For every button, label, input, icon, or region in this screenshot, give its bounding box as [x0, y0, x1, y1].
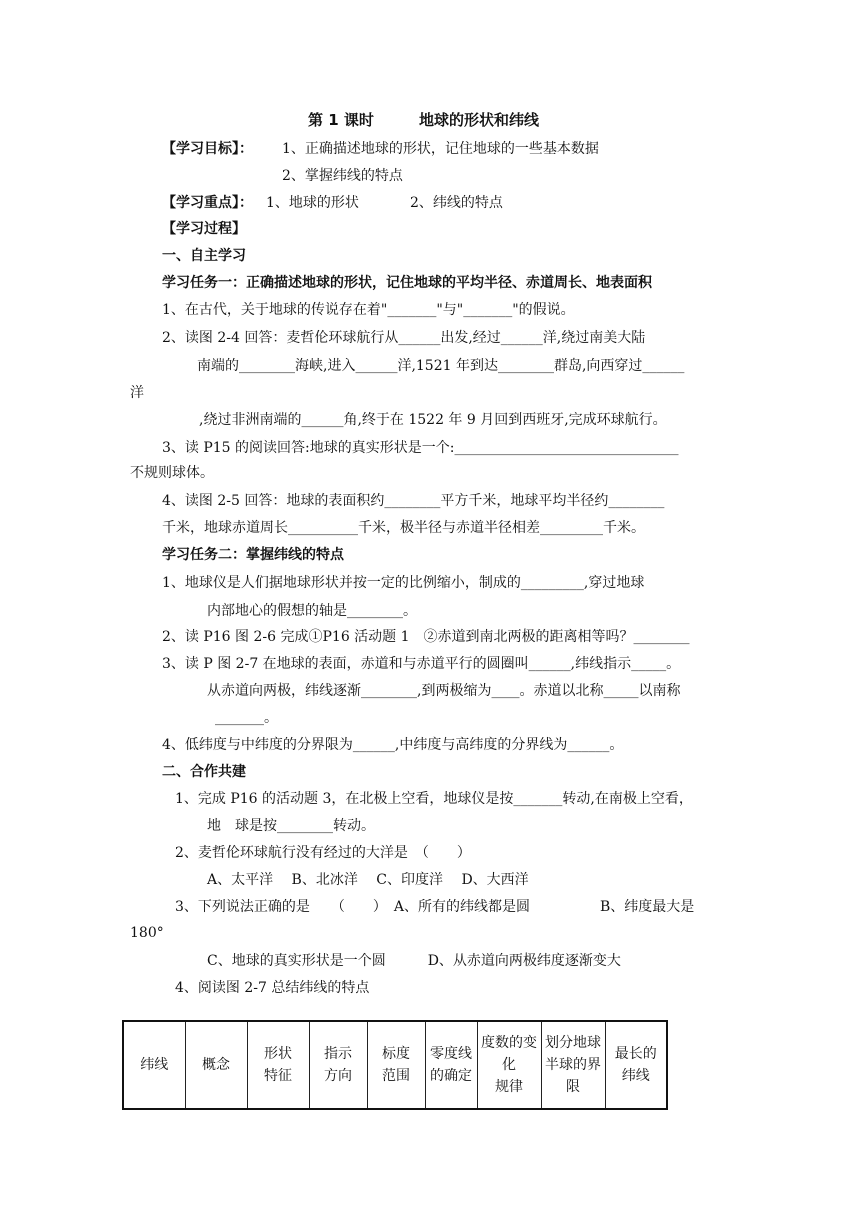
focus-item-2: 2、纬线的特点 — [410, 195, 503, 211]
section2-heading: 二、合作共建 — [162, 764, 246, 780]
table-header-cell: 概念 — [185, 1021, 247, 1109]
goal-item-2: 2、掌握纬线的特点 — [282, 168, 403, 184]
table-header-cell: 零度线 的确定 — [425, 1021, 477, 1109]
task2-question-4: 4、低纬度与中纬度的分界限为______,中纬度与高纬度的分界线为______。 — [162, 737, 624, 753]
table-header-cell: 最长的 纬线 — [605, 1021, 667, 1109]
latitude-summary-table — [122, 1020, 668, 1110]
task1-question-2-line4: ,绕过非洲南端的______角,终于在 1522 年 9 月回到西班牙,完成环球航行。 — [199, 412, 667, 428]
goals-label: 【学习目标】： — [162, 141, 253, 157]
coop-question-3-line3: C、地球的真实形状是一个圆 D、从赤道向两极纬度逐渐变大 — [207, 953, 621, 969]
section1-heading: 一、自主学习 — [162, 248, 246, 264]
task2-question-3-line3: _______。 — [215, 710, 278, 726]
task2-question-1-line2: 内部地心的假想的轴是________。 — [207, 603, 417, 619]
lesson-number: 第 1 课时 — [308, 111, 374, 129]
task2-question-2: 2、读 P16 图 2-6 完成①P16 活动题 1 ②赤道到南北两极的距离相等吗？________ — [162, 629, 690, 645]
focus-item-1: 1、地球的形状 — [266, 195, 359, 211]
coop-question-3-line2: 180° — [130, 925, 164, 941]
table-header-cell: 划分地球 半球的界 限 — [541, 1021, 605, 1109]
task1-question-4-line1: 4、读图 2-5 回答：地球的表面积约________平方千米，地球平均半径约________ — [162, 493, 665, 509]
process-label: 【学习过程】 — [162, 221, 246, 237]
goal-item-1: 1、正确描述地球的形状，记住地球的一些基本数据 — [282, 141, 599, 157]
coop-question-1-line2: 地 球是按________转动。 — [207, 818, 375, 834]
task1-question-1: 1、在古代，关于地球的传说存在着"_______"与"_______"的假说。 — [162, 302, 575, 318]
task2-question-3-line1: 3、读 P 图 2-7 在地球的表面，赤道和与赤道平行的圆圈叫______,纬线指示_____。 — [162, 656, 681, 672]
focus-label: 【学习重点】： — [162, 195, 253, 211]
coop-question-2: 2、麦哲伦环球航行没有经过的大洋是 （ ） — [175, 845, 471, 861]
table-header-cell: 纬线 — [123, 1021, 185, 1109]
task2-question-3-line2: 从赤道向两极，纬线逐渐________,到两极缩为____。赤道以北称_____以南称 — [207, 683, 681, 699]
task2-question-1-line1: 1、地球仪是人们据地球形状并按一定的比例缩小，制成的_________,穿过地球 — [162, 575, 645, 591]
task1-question-3-line2: 不规则球体。 — [130, 465, 214, 481]
task2-heading: 学习任务二：掌握纬线的特点 — [162, 547, 344, 563]
table-header-cell: 度数的变 化 规律 — [477, 1021, 541, 1109]
coop-question-1-line1: 1、完成 P16 的活动题 3，在北极上空看，地球仪是按_______转动,在南极上空看， — [175, 791, 693, 807]
task1-question-2-line1: 2、读图 2-4 回答：麦哲伦环球航行从______出发,经过______洋,绕过南美大陆 — [162, 330, 646, 346]
task1-question-4-line2: 千米，地球赤道周长__________千米，极半径与赤道半径相差_________千米。 — [162, 520, 645, 536]
coop-question-3-line1: 3、下列说法正确的是 （ ） A、所有的纬线都是圆 B、纬度最大是 — [175, 899, 695, 915]
coop-question-2-options: A、太平洋 B、北冰洋 C、印度洋 D、大西洋 — [207, 872, 529, 888]
coop-question-4: 4、阅读图 2-7 总结纬线的特点 — [175, 980, 370, 996]
task1-question-2-line2: 南端的________海峡,进入______洋,1521 年到达________群岛,向西穿过______ — [197, 358, 685, 374]
table-row — [123, 1021, 667, 1109]
task1-heading: 学习任务一：正确描述地球的形状，记住地球的平均半径、赤道周长、地表面积 — [162, 275, 652, 291]
task1-question-2-line3: 洋 — [130, 385, 144, 401]
lesson-title: 地球的形状和纬线 — [419, 111, 540, 129]
task1-question-3-line1: 3、读 P15 的阅读回答:地球的真实形状是一个:________________________________ — [162, 440, 679, 456]
table-header-cell: 指示 方向 — [309, 1021, 367, 1109]
table-header-cell: 标度 范围 — [367, 1021, 425, 1109]
table-header-cell: 形状 特征 — [247, 1021, 309, 1109]
